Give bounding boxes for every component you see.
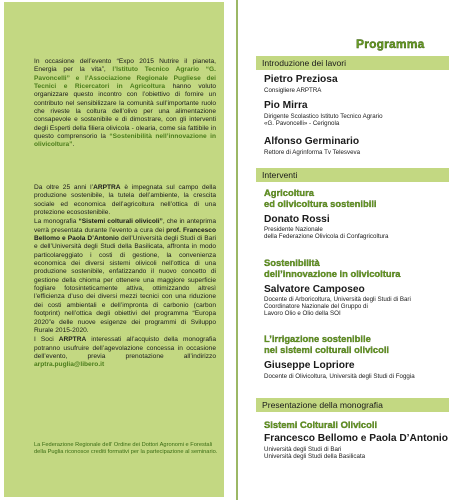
mono-authors: prof. Francesco Bellomo e Paola D’Antonio [34, 226, 216, 243]
members-text-c: interessati all’acquisto della monografia potranno usufruire dell’agevolazione concessa in occasione dell’evento, previa prenotazione all’indirizzo [34, 336, 216, 360]
speaker-lopriore: Giuseppe Lopriore [264, 360, 355, 371]
speaker-rossi: Donato Rossi [264, 214, 330, 225]
intro-section-bar: Introduzione dei lavori [256, 56, 449, 70]
arptra-paragraph [34, 184, 216, 217]
intro-paragraph [34, 58, 216, 150]
mono-text-e: dell’Università degli Studi di Bari e dell’Università degli Studi della Basilicata, affronta in modo particolareggiato i costi di gestione, la convenienza economica dei diversi sistemi olivicoli nell’ottica di una produzione sostenibile, enfatizzando il nuovo concetto di gestione della chioma per ottenere una maggiore superficie fogliare fotosinteticamente attiva, ottimizzando altresì l’efficienza d’uso dei diversi mezzi tecnici con una riduzione dei costi ambientali e dell’impronta di carbonio (carbon footprint) nell’ottica degli obiettivi del programma “Europa 2020”e delle nuove esigenze dei programmi di Sviluppo Rurale 2015-2020. [34, 235, 216, 334]
monograph-title: Sistemi Colturali Olivicoli [264, 419, 378, 430]
speaker-preziosa-role: Consigliere ARPTRA [264, 87, 322, 94]
members-text-a: I Soci [34, 336, 59, 344]
fold-divider [236, 0, 238, 500]
email-link[interactable]: arptra.puglia@libero.it [34, 361, 105, 369]
talk-1-title-1: Agricoltura [264, 187, 315, 198]
speaker-rossi-role-1: Presidente Nazionale [264, 226, 323, 233]
talk-3-title-1: L’irrigazione sostenibile [264, 333, 371, 344]
body-paragraphs [34, 184, 216, 370]
intro-text-2: hanno voluto organizzare questo incontro con l’obiettivo di fornire un contributo nel sensibilizzare la comunità sull’importante ruolo che riveste la coltura dell’olivo per una alimentazione consapevole e sostenibile e di dimostrare, con gli interventi degli Esperti della filiera olivicola - olearia, come sia fattibile in questo comprensorio la [34, 83, 216, 141]
monograph-authors: Francesco Bellomo e Paola D’Antonio [264, 433, 448, 444]
speaker-rossi-role-2: della Federazione Olivicola di Confagricoltura [264, 233, 389, 240]
speaker-camposeo: Salvatore Camposeo [264, 284, 365, 295]
speaker-germinario-role: Rettore di Agrinforma Tv Telesveva [264, 149, 361, 156]
speaker-germinario: Alfonso Germinario [264, 136, 360, 147]
talk-2-title-2: dell’innovazione in olivicoltura [264, 268, 401, 279]
monograph-affiliation-2: Università degli Studi della Basilicata [264, 453, 366, 460]
interventi-section-bar: Interventi [256, 168, 449, 182]
mono-title: “Sistemi colturali olivicoli” [78, 218, 163, 226]
program-title: Programma [356, 37, 425, 51]
speaker-mirra-role-1: Dirigente Scolastico Istituto Tecnico Agrario [264, 113, 383, 120]
monograph-affiliation-1: Università degli Studi di Bari [264, 446, 342, 453]
credits-note: La Federazione Regionale dell’ Ordine dei Dottori Agronomi e Forestali della Puglia riconosce crediti formativi per la partecipazione al seminario. [34, 442, 218, 456]
talk-1-title-2: ed olivicoltura sostenibili [264, 198, 377, 209]
monograph-paragraph [34, 218, 216, 335]
speaker-preziosa: Pietro Preziosa [264, 74, 338, 85]
monograph-section-bar: Presentazione della monografia [256, 398, 449, 412]
speaker-lopriore-role: Docente di Olivicoltura, Università degli Studi di Foggia [264, 373, 415, 380]
mono-text-c: , che in anteprima verrà presentata durante l’evento a cura dei [34, 218, 216, 234]
arptra-text-c: è impegnata sul campo della produzione sostenibile, la tutela dell’ambiente, la crescita sociale ed economica dell’agricoltura nell’ottica di una protezione ecosostenibile. [34, 184, 216, 217]
speaker-camposeo-role-2: Coordinatore Nazionale del Gruppo di [264, 303, 368, 310]
mono-text-a: La monografia [34, 218, 79, 226]
arptra-name: ARPTRA [93, 184, 121, 191]
members-paragraph [34, 336, 216, 369]
sustainability-highlight: “Sostenibilità nell’innovazione in olivicoltura” [34, 133, 216, 149]
talk-3-title-2: nei sistemi colturali olivicoli [264, 344, 390, 355]
talk-2-title-1: Sostenibilità [264, 257, 320, 268]
intro-text: In occasione dell’evento “Expo 2015 Nutrire il pianeta, Energia per la vita”, [34, 58, 216, 74]
organizers-highlight: l’Istituto Tecnico Agrario “G. Pavoncelli” e l’Associazione Regionale Pugliese dei Tecnici e Ricercatori in Agricoltura [34, 66, 216, 91]
arptra-text-a: Da oltre 25 anni l’ [34, 184, 94, 191]
speaker-mirra-role-2: «G. Pavoncelli» - Cerignola [264, 120, 340, 127]
speaker-camposeo-role-3: Lavoro Olio e Olio della SOI [264, 310, 341, 317]
members-arptra: ARPTRA [58, 336, 87, 344]
speaker-camposeo-role-1: Docente di Arboricoltura, Università degli Studi di Bari [264, 296, 411, 303]
speaker-mirra: Pio Mirra [264, 100, 308, 111]
program-panel [256, 0, 449, 500]
intro-period: . [72, 141, 75, 149]
